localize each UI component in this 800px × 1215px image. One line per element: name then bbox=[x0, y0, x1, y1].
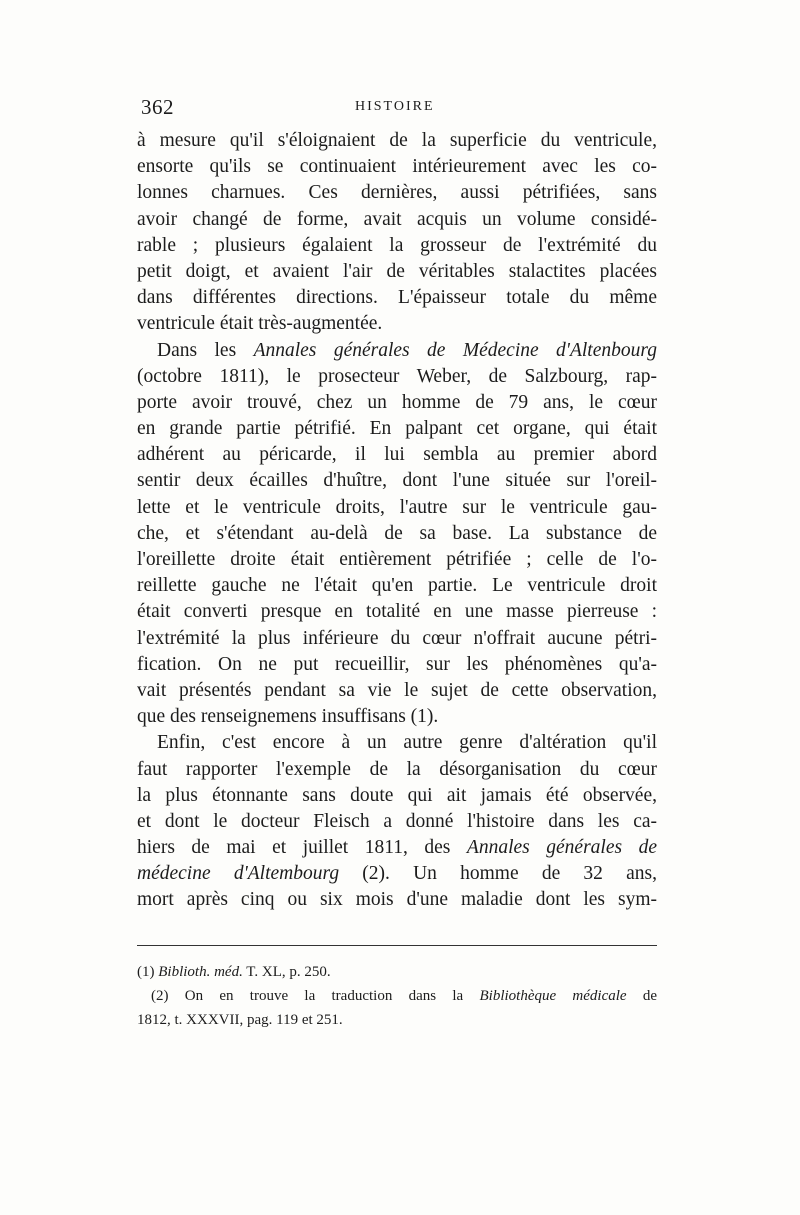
text-line bbox=[137, 338, 657, 364]
text-segment: (2). Un homme de 32 ans, bbox=[339, 863, 657, 885]
footnote-title: Bibliothèque médicale bbox=[479, 988, 627, 1004]
journal-title: Annales générales de Médecine d'Altenbourg bbox=[253, 339, 657, 361]
footnote-title: Biblioth. méd. bbox=[158, 964, 243, 980]
text-line: porte avoir trouvé, chez un homme de 79 ans, le cœur bbox=[137, 391, 657, 413]
text-segment: hiers de mai et juillet 1811, des bbox=[137, 837, 467, 859]
text-line: ventricule était très-augmentée. bbox=[137, 313, 383, 335]
text-line: l'extrémité la plus inférieure du cœur n'offrait aucune pétri- bbox=[137, 627, 657, 649]
page-header bbox=[137, 95, 657, 125]
text-line: rable ; plusieurs égalaient la grosseur de l'extrémité du bbox=[137, 234, 657, 256]
text-line: lonnes charnues. Ces dernières, aussi pétrifiées, sans bbox=[137, 182, 657, 204]
text-line: Enfin, c'est encore à un autre genre d'altération qu'il bbox=[157, 732, 657, 754]
journal-title: Annales générales de bbox=[466, 837, 658, 859]
text-line bbox=[137, 861, 657, 887]
text-line: dans différentes directions. L'épaisseur totale du même bbox=[137, 287, 657, 309]
text-line: et dont le docteur Fleisch a donné l'histoire dans les ca- bbox=[137, 810, 657, 832]
footnote-segment: de bbox=[626, 988, 657, 1004]
text-line: était converti presque en totalité en une masse pierreuse : bbox=[137, 601, 657, 623]
running-head: HISTOIRE bbox=[355, 99, 435, 114]
text-line: (octobre 1811), le prosecteur Weber, de Salzbourg, rap- bbox=[137, 365, 657, 387]
footnote-segment: T. XL, p. 250. bbox=[242, 964, 331, 980]
text-line: petit doigt, et avaient l'air de véritables stalactites placées bbox=[137, 260, 657, 282]
text-line: que des renseignemens insuffisans (1). bbox=[137, 706, 439, 728]
page-number: 362 bbox=[141, 95, 174, 119]
footnote-segment: (2) On en trouve la traduction dans la bbox=[151, 988, 480, 1004]
text-line: à mesure qu'il s'éloignaient de la superficie du ventricule, bbox=[137, 130, 657, 151]
text-line: en grande partie pétrifié. En palpant cet organe, qui était bbox=[137, 418, 657, 440]
footnote-rule bbox=[137, 945, 657, 946]
journal-title: médecine d'Altembourg bbox=[137, 863, 340, 885]
text-line: reillette gauche ne l'était qu'en partie. Le ventricule droit bbox=[137, 575, 657, 597]
footnote-1 bbox=[137, 960, 657, 984]
text-line: avoir changé de forme, avait acquis un volume considé- bbox=[137, 208, 657, 230]
body-text bbox=[137, 128, 657, 914]
text-line: fication. On ne put recueillir, sur les phénomènes qu'a- bbox=[137, 653, 657, 675]
text-line: la plus étonnante sans doute qui ait jamais été observée, bbox=[137, 784, 657, 806]
text-line: faut rapporter l'exemple de la désorganisation du cœur bbox=[137, 758, 657, 780]
footnote-2-continued: 1812, t. XXXVII, pag. 119 et 251. bbox=[137, 1012, 343, 1028]
text-line: adhérent au péricarde, il lui sembla au premier abord bbox=[137, 444, 657, 466]
text-line: mort après cinq ou six mois d'une maladie dont les sym- bbox=[137, 889, 657, 911]
text-line: che, et s'étendant au-delà de sa base. La substance de bbox=[137, 522, 657, 544]
text-line: ensorte qu'ils se continuaient intérieurement avec les co- bbox=[137, 156, 657, 178]
text-line: lette et le ventricule droits, l'autre sur le ventricule gau- bbox=[137, 496, 657, 518]
footnote-segment: (1) bbox=[137, 964, 159, 980]
text-line: l'oreillette droite était entièrement pétrifiée ; celle de l'o- bbox=[137, 549, 657, 570]
footnotes bbox=[137, 960, 657, 1032]
text-line bbox=[137, 835, 657, 861]
text-line: vait présentés pendant sa vie le sujet de cette observation, bbox=[137, 679, 657, 701]
text-line: sentir deux écailles d'huître, dont l'une située sur l'oreil- bbox=[137, 470, 657, 492]
text-segment: Dans les bbox=[157, 339, 254, 361]
footnote-2 bbox=[137, 984, 657, 1008]
